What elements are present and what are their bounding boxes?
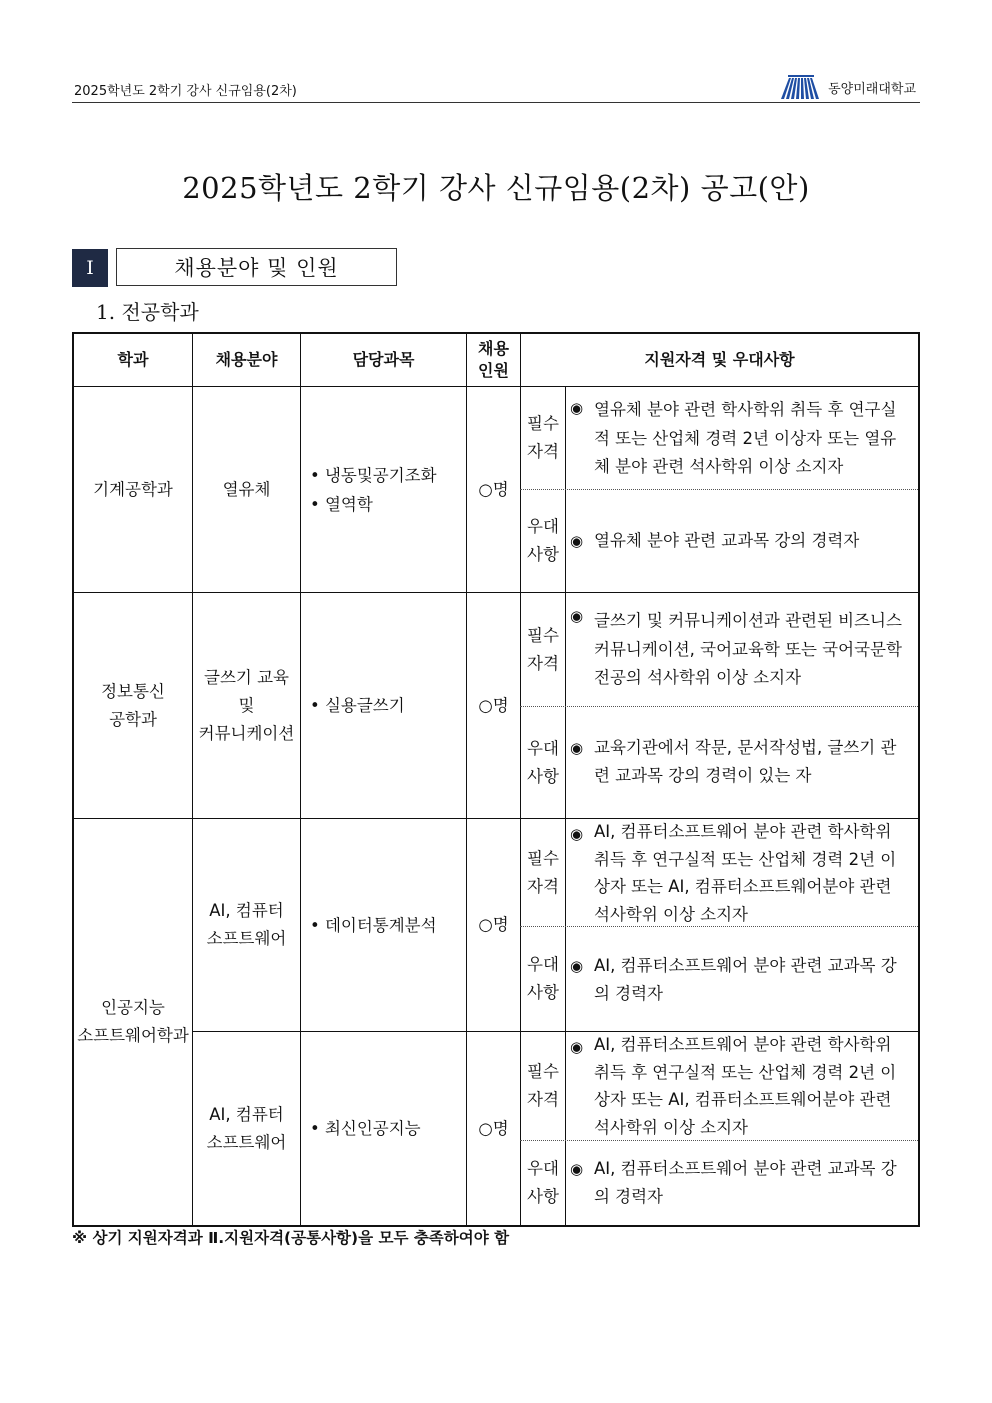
course-list (310, 593, 466, 818)
page-header (72, 70, 920, 103)
preferred-label: 우대 사항 (527, 738, 559, 786)
preferred-qualification: ◉ AI, 컴퓨터소프트웨어 분야 관련 교과목 강의 경력자 (570, 1144, 916, 1222)
department-name: 기계공학과 (93, 479, 173, 499)
course-item: • 냉동및공기조화 (310, 465, 437, 485)
required-label: 필수 자격 (527, 1062, 559, 1109)
course-list (310, 1032, 466, 1225)
bullet-icon: ◉ (570, 399, 584, 417)
recruit-count: ○명 (478, 1118, 509, 1138)
bullet-icon: ◉ (570, 956, 584, 975)
recruit-count: ○명 (478, 915, 509, 934)
preferred-label: 우대 사항 (527, 1159, 559, 1206)
bullet-icon: ◉ (570, 531, 584, 550)
recruitment-table (72, 332, 920, 1227)
section-number: I (72, 249, 108, 287)
recruit-field: AI, 컴퓨터 소프트웨어 (206, 901, 287, 948)
header-title: 2025학년도 2학기 강사 신규임용(2차) (74, 84, 297, 99)
section-title: 채용분야 및 인원 (116, 248, 397, 286)
course-list (310, 819, 466, 1031)
required-qualification: ◉ AI, 컴퓨터소프트웨어 분야 관련 학사학위 취득 후 연구실적 또는 산업체 경력 2년 이상자 또는 AI, 컴퓨터소프트웨어분야 관련 석사학위 이상 소지자 (570, 1035, 897, 1137)
preferred-label: 우대 사항 (527, 517, 559, 564)
bullet-icon: ◉ (570, 825, 584, 843)
university-logo (780, 74, 916, 100)
recruit-count: ○명 (478, 695, 509, 715)
bullet-icon: ◉ (570, 607, 584, 625)
course-item: • 최신인공지능 (310, 1119, 421, 1138)
course-list (310, 387, 466, 592)
logo-text: 동양미래대학교 (828, 81, 916, 97)
header-department: 학과 (117, 350, 149, 369)
course-item: • 데이터통계분석 (310, 915, 437, 935)
logo-icon (780, 74, 822, 100)
bullet-icon: ◉ (570, 738, 584, 757)
footnote: ※ 상기 지원자격과 Ⅱ.지원자격(공통사항)을 모두 충족하여야 함 (72, 1229, 510, 1247)
department-name: 정보통신 공학과 (101, 681, 165, 729)
preferred-qualification: ◉ 열유체 분야 관련 교과목 강의 경력자 (570, 494, 916, 588)
required-qualification: ◉ 글쓰기 및 커뮤니케이션과 관련된 비즈니스 커뮤니케이션, 국어교육학 또는 국어국문학 전공의 석사학위 이상 소지자 (570, 602, 916, 698)
header-qualifications: 지원자격 및 우대사항 (644, 350, 795, 369)
bullet-icon: ◉ (570, 1038, 584, 1056)
required-label: 필수 자격 (527, 848, 559, 896)
recruit-field: 열유체 (222, 479, 271, 499)
header-field: 채용분야 (215, 350, 278, 369)
bullet-icon: ◉ (570, 1159, 584, 1178)
preferred-label: 우대 사항 (527, 955, 559, 1002)
required-label: 필수 자격 (527, 414, 559, 461)
course-item: • 열역학 (310, 494, 373, 514)
department-name: 인공지능 소프트웨어학과 (77, 998, 189, 1045)
header-courses: 담당과목 (352, 350, 415, 369)
recruit-count: ○명 (478, 479, 509, 499)
preferred-qualification: ◉ 교육기관에서 작문, 문서작성법, 글쓰기 관련 교과목 강의 경력이 있는 자 (570, 714, 916, 810)
subheading: 1. 전공학과 (96, 300, 199, 324)
required-qualification: ◉ 열유체 분야 관련 학사학위 취득 후 연구실적 또는 산업체 경력 2년 이상자 또는 열유체 분야 관련 석사학위 이상 소지자 (570, 394, 916, 484)
recruit-field: 글쓰기 교육 및 커뮤니케이션 (198, 667, 295, 743)
header-count: 채용 인원 (478, 339, 509, 380)
required-qualification: ◉ AI, 컴퓨터소프트웨어 분야 관련 학사학위 취득 후 연구실적 또는 산업체 경력 2년 이상자 또는 AI, 컴퓨터소프트웨어분야 관련 석사학위 이상 소지자 (570, 822, 897, 924)
preferred-qualification: ◉ AI, 컴퓨터소프트웨어 분야 관련 교과목 강의 경력자 (570, 938, 916, 1022)
document-title: 2025학년도 2학기 강사 신규임용(2차) 공고(안) (182, 171, 810, 205)
recruit-field: AI, 컴퓨터 소프트웨어 (206, 1104, 287, 1152)
course-item: • 실용글쓰기 (310, 696, 405, 715)
required-label: 필수 자격 (527, 625, 559, 673)
